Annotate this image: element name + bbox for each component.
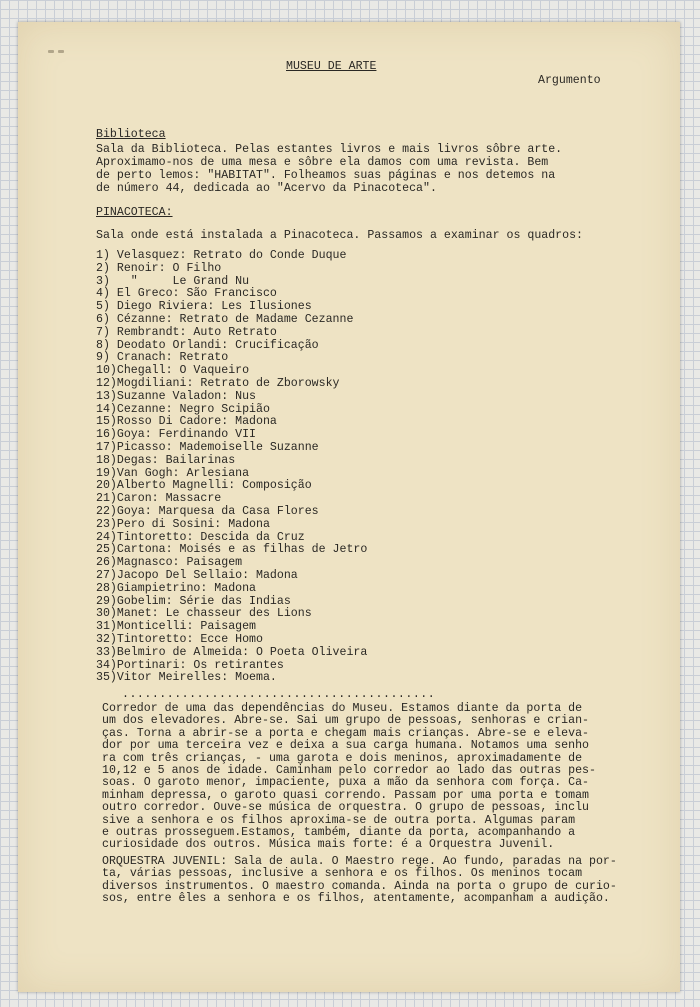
list-item: 9) Cranach: Retrato xyxy=(96,351,229,365)
list-item: 32)Tintoretto: Ecce Homo xyxy=(96,632,263,646)
list-item: 10)Chegall: O Vaqueiro xyxy=(96,364,250,378)
paintings-list xyxy=(96,250,367,685)
list-item: 25)Cartona: Moisés e as filhas de Jetro xyxy=(96,543,368,557)
list-item: 21)Caron: Massacre xyxy=(96,492,222,506)
list-item: 14)Cezanne: Negro Scipião xyxy=(96,402,270,416)
list-item: 31)Monticelli: Paisagem xyxy=(96,620,257,634)
list-item: 8) Deodato Orlandi: Crucificação xyxy=(96,338,319,352)
list-item: 27)Jacopo Del Sellaio: Madona xyxy=(96,568,298,582)
typewritten-page xyxy=(18,22,680,992)
list-item: 34)Portinari: Os retirantes xyxy=(96,658,284,672)
biblioteca-paragraph: Sala da Biblioteca. Pelas estantes livros e mais livros sôbre arte. Aproximamo-nos de uma mesa e sôbre ela damos com uma revista. Bem de perto lemos: "HABITAT". Folheamos suas páginas e nos detemos na de número 44, dedicada ao "Acervo da Pinacoteca". xyxy=(96,143,563,195)
list-item: 30)Manet: Le chasseur des Lions xyxy=(96,607,312,621)
corredor-paragraph: Corredor de uma das dependências do Museu. Estamos diante da porta de um dos elevadores. Abre-se. Sai um grupo de pessoas, senhoras e crian- ças. Torna a abrir-se a porta e chegam mais crianças. Abre-se e eleva- dor por uma terceira vez e deixa a sua carga humana. Notamos uma senho ra com três crianças, - uma garota e dois meninos, aproximadamente de 10,12 e 5 anos de idade. Caminham pelo corredor ao lado das outras pes- soas. O garoto menor, impaciente, puxa a mão da senhora com força. Ca- minham depressa, o garoto quasi correndo. Passam por uma porta e tomam outro corredor. Ouve-se música de orquestra. O grupo de pessoas, inclu sive a senhora e os filhos aproxima-se de outra porta. Algumas param e outras prosseguem.Estamos, também, diante da porta, acompanhando a curiosidade dos outros. Música mais forte: é a Orquestra Juvenil. xyxy=(102,702,596,852)
pinacoteca-intro: Sala onde está instalada a Pinacoteca. Passamos a examinar os quadros: xyxy=(96,229,584,242)
list-item: 24)Tintoretto: Descida da Cruz xyxy=(96,530,305,544)
list-item: 13)Suzanne Valadon: Nus xyxy=(96,389,257,403)
list-item: 2) Renoir: O Filho xyxy=(96,261,222,275)
list-item: 15)Rosso Di Cadore: Madona xyxy=(96,415,277,429)
list-item: 12)Mogdiliani: Retrato de Zborowsky xyxy=(96,376,340,390)
list-item: 1) Velasquez: Retrato do Conde Duque xyxy=(96,249,347,262)
document-subtitle: Argumento xyxy=(538,74,601,87)
list-item: 23)Pero di Sosini: Madona xyxy=(96,517,270,531)
list-item: 3) " Le Grand Nu xyxy=(96,274,250,288)
list-item: 4) El Greco: São Francisco xyxy=(96,287,277,301)
list-item: 19)Van Gogh: Arlesiana xyxy=(96,466,250,480)
list-item: 5) Diego Riviera: Les Ilusiones xyxy=(96,300,312,314)
list-item: 33)Belmiro de Almeida: O Poeta Oliveira xyxy=(96,645,368,659)
list-item: 26)Magnasco: Paisagem xyxy=(96,556,243,570)
list-item: 22)Goya: Marquesa da Casa Flores xyxy=(96,504,319,518)
list-item: 7) Rembrandt: Auto Retrato xyxy=(96,325,277,339)
list-item: 20)Alberto Magnelli: Composição xyxy=(96,479,312,493)
staple-marks xyxy=(48,44,88,50)
list-item: 17)Picasso: Mademoiselle Suzanne xyxy=(96,440,319,454)
list-item: 29)Gobelim: Série das Indias xyxy=(96,594,291,608)
list-item: 6) Cézanne: Retrato de Madame Cezanne xyxy=(96,312,354,326)
separator-line: .......................................... xyxy=(122,688,436,701)
list-item: 16)Goya: Ferdinando VII xyxy=(96,428,257,442)
orquestra-paragraph: ORQUESTRA JUVENIL: Sala de aula. O Maestro rege. Ao fundo, paradas na por- ta, várias pessoas, inclusive a senhora e os filhos. Os meninos tocam diversos instrumentos. O maestro comanda. Ainda na porta o grupo de curio- sos, entre êles a senhora e os filhos, atentamente, acompanham a audição. xyxy=(102,855,617,906)
section-heading-biblioteca: Biblioteca xyxy=(96,128,166,141)
section-heading-pinacoteca: PINACOTECA: xyxy=(96,206,173,219)
document-title: MUSEU DE ARTE xyxy=(286,60,377,73)
list-item: 35)Vitor Meirelles: Moema. xyxy=(96,671,277,685)
list-item: 28)Giampietrino: Madona xyxy=(96,581,257,595)
list-item: 18)Degas: Bailarinas xyxy=(96,453,236,467)
